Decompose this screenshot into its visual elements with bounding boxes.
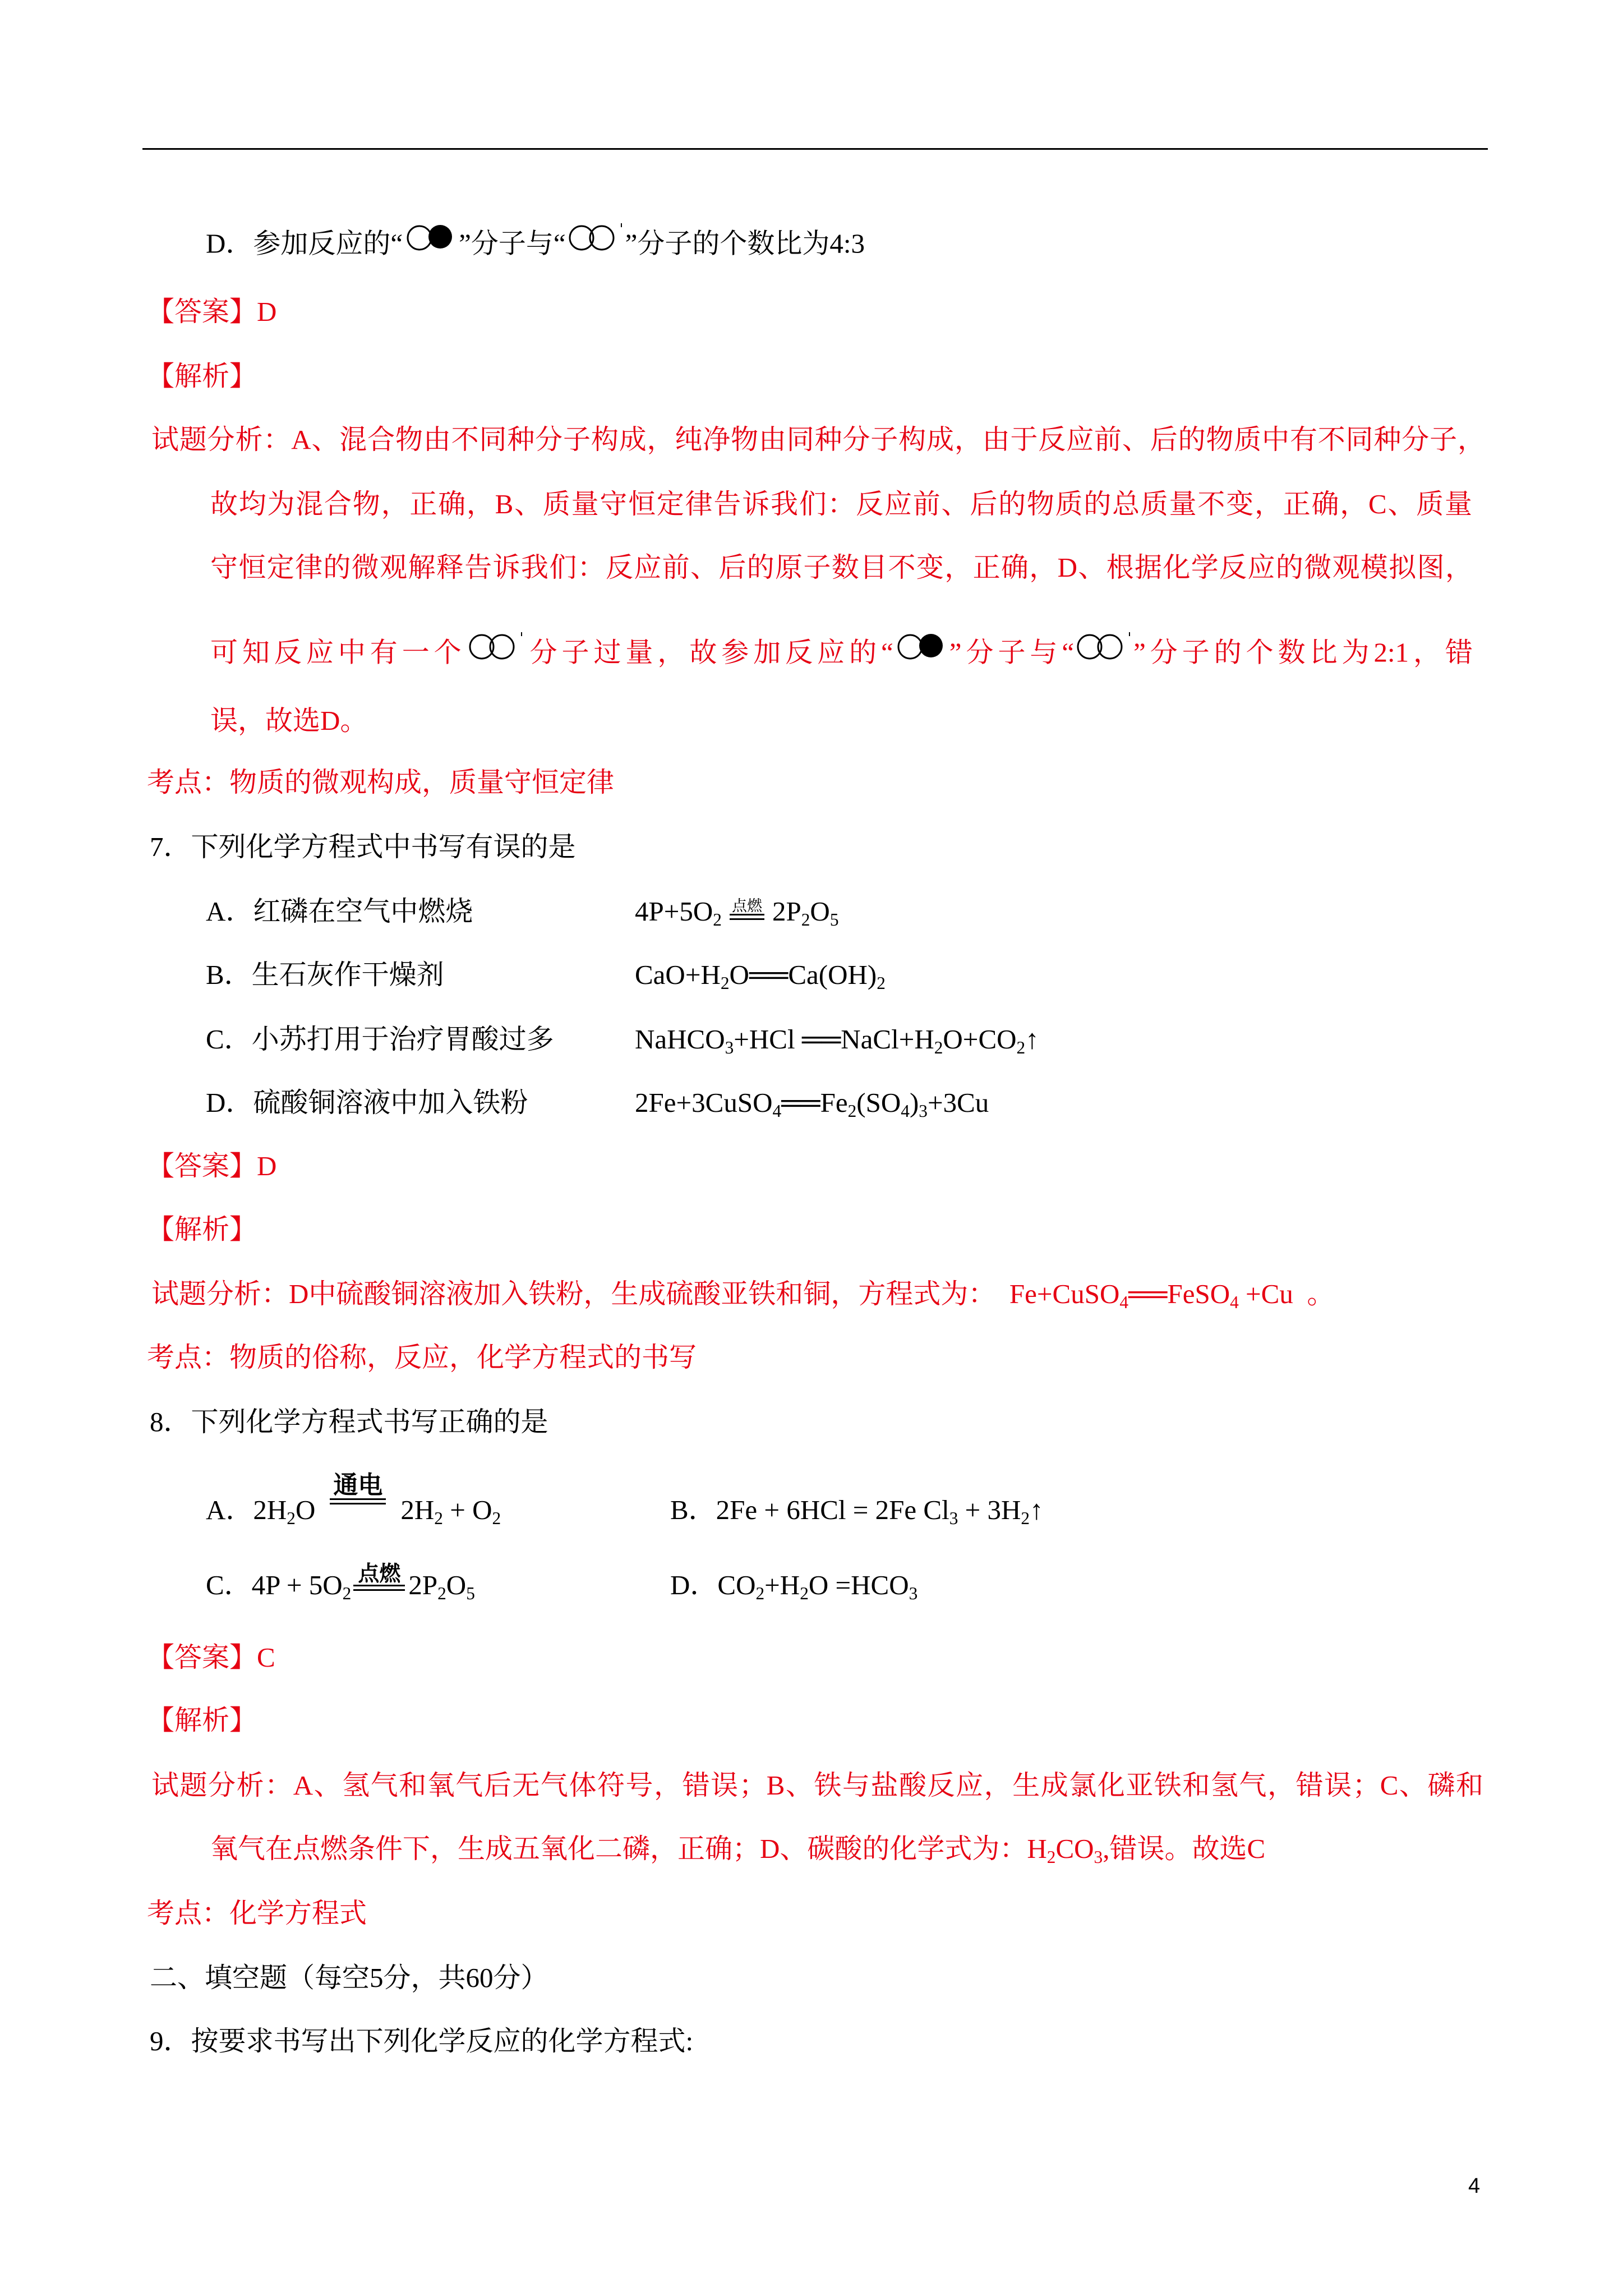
- eq-text: +HCl ══NaCl+H: [734, 1024, 934, 1055]
- analysis-text: CO: [1055, 1833, 1094, 1864]
- condition-double-line: [353, 1585, 405, 1591]
- q6-option-d-text-2: ”分子与“: [459, 228, 566, 259]
- eq-subscript: 2: [1046, 1847, 1056, 1867]
- q7-option-d-equation: [635, 1086, 989, 1120]
- eq-subscript: 2: [1016, 1037, 1026, 1057]
- condition-double-line: [730, 914, 764, 920]
- eq-text: + O: [442, 1494, 492, 1525]
- eq-text: B．2Fe + 6HCl = 2Fe Cl: [670, 1494, 949, 1525]
- q6-option-d-text-3: ”分子的个数比为4:3: [625, 228, 865, 259]
- eq-text: 2P: [772, 896, 801, 927]
- o2-molecule-icon: [466, 629, 525, 670]
- eq-subscript: 4: [1119, 1292, 1129, 1312]
- reaction-condition: [353, 1563, 405, 1591]
- q7-option-a-label: A．红磷在空气中燃烧: [206, 896, 473, 927]
- o2-molecule-icon: [1074, 629, 1133, 670]
- eq-text: 2P: [408, 1570, 438, 1600]
- q7-option-a-equation: [635, 895, 839, 930]
- analysis-text: ══FeSO: [1128, 1278, 1230, 1309]
- q7-option-b-equation: [635, 958, 886, 992]
- q7-kaodian: 考点：物质的俗称，反应，化学方程式的书写: [147, 1342, 697, 1373]
- q6-analysis-line-4: [210, 634, 1473, 676]
- eq-subscript: 2: [434, 1508, 443, 1528]
- mixed-molecule-icon: [403, 220, 459, 261]
- header-rule: [142, 148, 1488, 150]
- eq-text: O: [810, 896, 830, 927]
- eq-text: O: [295, 1494, 316, 1525]
- eq-subscript: 3: [909, 1583, 918, 1603]
- q6-analysis-line-4-text-2: 分子过量，故参加反应的“: [525, 637, 893, 668]
- condition-text: 点燃: [358, 1562, 401, 1586]
- q6-analysis-line-4-text-3: ”分子与“: [949, 637, 1075, 668]
- q9-stem: 9．按要求书写出下列化学反应的化学方程式:: [150, 2026, 694, 2056]
- eq-subscript: 2: [437, 1583, 446, 1603]
- mixed-molecule-icon: [893, 629, 949, 670]
- reaction-condition: [730, 898, 764, 920]
- condition-double-line: [330, 1498, 386, 1504]
- q7-stem: 7．下列化学方程式中书写有误的是: [150, 831, 576, 862]
- q7-option-c-equation: [635, 1023, 1039, 1056]
- eq-subscript: 2: [934, 1037, 943, 1057]
- q7-analysis: [151, 1277, 1334, 1311]
- q7-option-d-label: D．硫酸铜溶液中加入铁粉: [206, 1087, 528, 1118]
- analysis-text: ,错误。故选C: [1103, 1833, 1266, 1864]
- q6-analysis-line-3: 守恒定律的微观解释告诉我们：反应前、后的原子数目不变，正确，D、根据化学反应的微观模拟图，: [210, 552, 1473, 583]
- q6-analysis-line-4-text-1: 可知反应中有一个: [210, 637, 466, 668]
- eq-text: O══Ca(OH): [729, 959, 877, 990]
- eq-text: +3Cu: [927, 1087, 989, 1118]
- q7-analysis-label: 【解析】: [147, 1214, 257, 1245]
- condition-text: 点燃: [731, 898, 762, 914]
- eq-text: O =HCO: [808, 1570, 909, 1600]
- q7-option-b-label: B．生石灰作干燥剂: [206, 959, 444, 990]
- q6-analysis-label: 【解析】: [147, 361, 257, 392]
- eq-text: (SO: [856, 1087, 901, 1118]
- eq-text: ══Fe: [781, 1087, 848, 1118]
- page-number: 4: [1468, 2174, 1481, 2198]
- eq-subscript: 3: [919, 1101, 928, 1121]
- q8-answer: 【答案】C: [147, 1642, 275, 1673]
- condition-text: 通电: [333, 1471, 383, 1499]
- eq-subscript: 2: [800, 1583, 809, 1603]
- q6-option-d: [206, 226, 865, 267]
- eq-subscript: 3: [725, 1037, 734, 1057]
- eq-subscript: 2: [1021, 1508, 1030, 1528]
- eq-text: 2H: [400, 1494, 435, 1525]
- eq-text: O+CO: [943, 1024, 1017, 1055]
- q8-option-c: [206, 1562, 475, 1604]
- analysis-text: 氧气在点燃条件下，生成五氧化二磷，正确；D、碳酸的化学式为：H: [210, 1833, 1047, 1864]
- gas-arrow: ↑: [1025, 1024, 1039, 1055]
- gas-arrow: ↑: [1030, 1494, 1044, 1525]
- eq-text: D．CO: [670, 1570, 756, 1600]
- eq-subscript: 5: [466, 1583, 475, 1603]
- eq-subscript: 2: [720, 973, 730, 993]
- q7-option-c-label: C．小苏打用于治疗胃酸过多: [206, 1024, 554, 1055]
- q8-kaodian: 考点：化学方程式: [147, 1898, 367, 1929]
- q6-kaodian: 考点：物质的微观构成，质量守恒定律: [147, 767, 615, 798]
- eq-subscript: 2: [342, 1583, 352, 1603]
- q8-option-a: [206, 1471, 501, 1530]
- q8-analysis-line-2: [210, 1832, 1265, 1866]
- eq-text: + 3H: [958, 1494, 1021, 1525]
- eq-subscript: 2: [755, 1583, 765, 1603]
- eq-subscript: 2: [287, 1508, 296, 1528]
- q8-option-b: [670, 1493, 1044, 1527]
- eq-text: NaHCO: [635, 1024, 725, 1055]
- q8-option-d: [670, 1568, 917, 1602]
- eq-subscript: 3: [1094, 1847, 1103, 1867]
- eq-text: +H: [764, 1570, 800, 1600]
- eq-text: A．2H: [206, 1494, 287, 1525]
- reaction-condition: [330, 1473, 386, 1504]
- q6-analysis-line-1: 试题分析：A、混合物由不同种分子构成，纯净物由同种分子构成，由于反应前、后的物质中有不同种分子，: [151, 424, 1485, 455]
- eq-text: CaO+H: [635, 959, 721, 990]
- q8-analysis-line-1: 试题分析：A、氢气和氧气后无气体符号，错误；B、铁与盐酸反应，生成氯化亚铁和氢气，错误；C、磷和: [151, 1770, 1483, 1801]
- eq-subscript: 2: [847, 1101, 857, 1121]
- q6-analysis-line-5: 误，故选D。: [210, 705, 368, 736]
- o2-molecule-icon: [566, 220, 625, 261]
- eq-subscript: 4: [772, 1101, 782, 1121]
- analysis-text: 试题分析：D中硫酸铜溶液加入铁粉，生成硫酸亚铁和铜，方程式为： Fe+CuSO: [151, 1278, 1120, 1309]
- q6-analysis-line-4-text-4: ”分子的个数比为2:1，错: [1133, 637, 1473, 668]
- eq-text: 4P+5O: [635, 896, 713, 927]
- eq-subscript: 4: [1230, 1292, 1239, 1312]
- section-2-title: 二、填空题（每空5分，共60分）: [150, 1962, 548, 1993]
- eq-subscript: 4: [901, 1101, 910, 1121]
- q7-answer: 【答案】D: [147, 1151, 277, 1181]
- eq-subscript: 3: [949, 1508, 958, 1528]
- eq-text: 2Fe+3CuSO: [635, 1087, 773, 1118]
- q6-analysis-line-2: 故均为混合物，正确，B、质量守恒定律告诉我们：反应前、后的物质的总质量不变，正确，C、质量: [210, 489, 1472, 519]
- eq-subscript: 2: [877, 973, 886, 993]
- eq-subscript: 5: [829, 909, 839, 930]
- eq-subscript: 2: [713, 909, 722, 930]
- q8-stem: 8．下列化学方程式书写正确的是: [150, 1406, 548, 1437]
- eq-subscript: 2: [801, 909, 810, 930]
- eq-text: ): [909, 1087, 919, 1118]
- q8-analysis-label: 【解析】: [147, 1705, 257, 1736]
- eq-text: O: [446, 1570, 467, 1600]
- eq-subscript: 2: [492, 1508, 501, 1528]
- q6-option-d-text-1: D．参加反应的“: [206, 228, 403, 259]
- q6-answer: 【答案】D: [147, 296, 277, 327]
- eq-text: C．4P + 5O: [206, 1570, 343, 1600]
- analysis-text: +Cu 。: [1238, 1278, 1335, 1309]
